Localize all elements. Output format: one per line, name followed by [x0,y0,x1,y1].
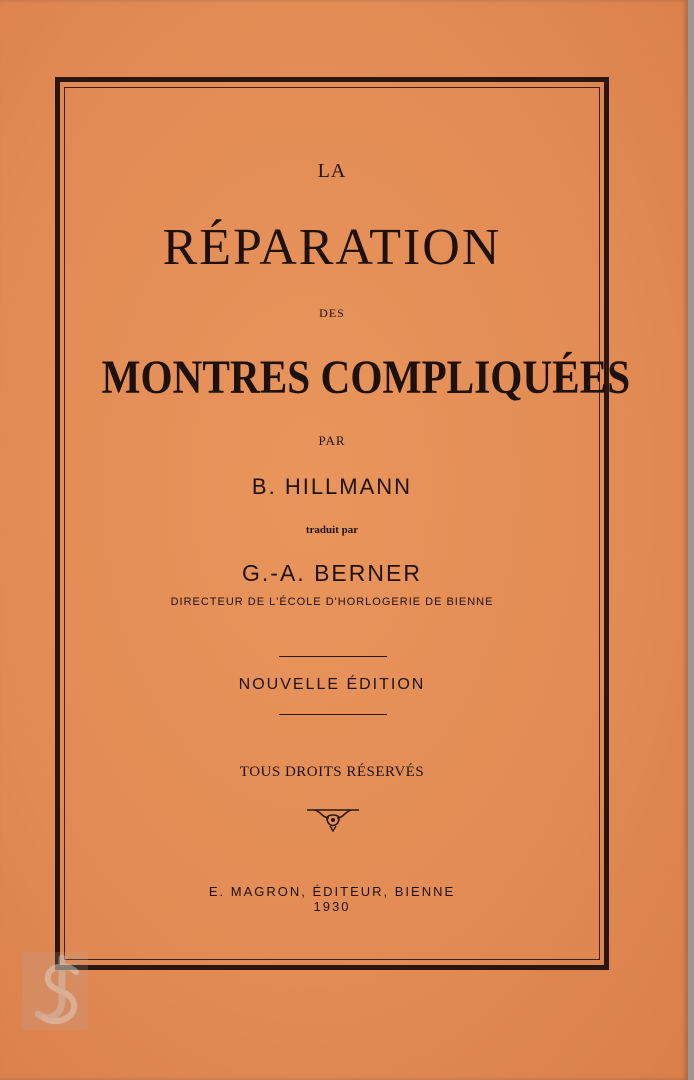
divider-bottom [279,714,387,715]
title-subject: MONTRES COMPLIQUÉES [101,351,631,404]
translator-name: G.-A. BERNER [242,560,422,586]
rights-notice: TOUS DROITS RÉSERVÉS [239,764,425,780]
title-main: RÉPARATION [162,219,502,276]
js-monogram-logo [22,952,88,1030]
author-prefix: PAR [318,433,346,448]
edition-label: NOUVELLE ÉDITION [238,676,426,693]
divider-top [279,656,387,657]
translator-prefix: traduit par [305,524,359,536]
title-connector: DES [319,306,345,320]
fleuron-ornament-icon [305,806,361,834]
title-article: LA [317,160,347,182]
publication-year: 1930 [313,899,351,914]
author-name: B. HILLMANN [251,474,413,499]
publisher-line: E. MAGRON, ÉDITEUR, BIENNE [208,884,456,899]
translator-title: DIRECTEUR DE L'ÉCOLE D'HORLOGERIE DE BIENNE [170,596,494,608]
